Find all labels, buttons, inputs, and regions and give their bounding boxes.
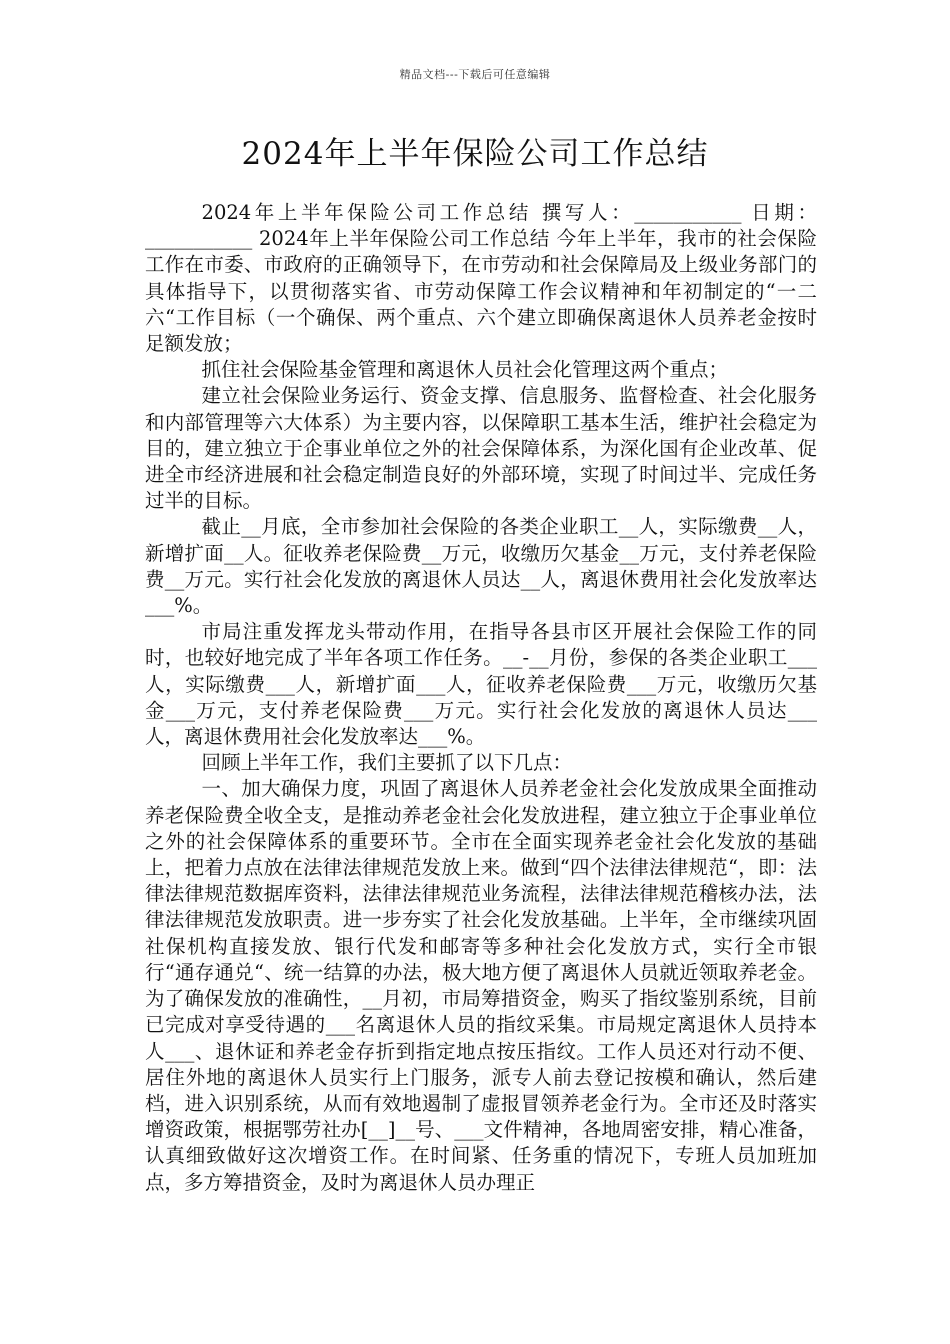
document-body — [145, 200, 817, 1196]
paragraph-city-bureau: 市局注重发挥龙头带动作用，在指导各县市区开展社会保险工作的同时，也较好地完成了半年各项工作任务。__-__月份，参保的各类企业职工___人，实际缴费___人，新增扩面___人，征收养老保险费___万元，收缴历欠基金___万元，支付养老保险费___万元。实行社会化发放的离退休人员达___人，离退休费用社会化发放率达___%。 — [145, 620, 817, 749]
paragraph-statistics: 截止__月底，全市参加社会保险的各类企业职工__人，实际缴费__人，新增扩面__人。征收养老保险费__万元，收缴历欠基金__万元，支付养老保险费__万元。实行社会化发放的离退休人员达__人，离退休费用社会化发放率达___%。 — [145, 515, 817, 618]
paragraph-section-one: 一、加大确保力度，巩固了离退休人员养老金社会化发放成果全面推动养老保险费全收全支，是推动养老金社会化发放进程，建立独立于企事业单位之外的社会保障体系的重要环节。全市在全面实现养老金社会化发放的基础上，把着力点放在法律法律规范发放上来。做到“四个法律法律规范“，即：法律法律规范数据库资料，法律法律规范业务流程，法律法律规范稽核办法，法律法律规范发放职责。进一步夯实了社会化发放基础。上半年，全市继续巩固社保机构直接发放、银行代发和邮寄等多种社会化发放方式，实行全市银行“通存通兑“、统一结算的办法，极大地方便了离退休人员就近领取养老金。为了确保发放的准确性，__月初，市局筹措资金，购买了指纹鉴别系统，目前已完成对享受待遇的___名离退休人员的指纹采集。市局规定离退休人员持本人___、退休证和养老金存折到指定地点按压指纹。工作人员还对行动不便、居住外地的离退休人员实行上门服务，派专人前去登记按模和确认，然后建档，进入识别系统，从而有效地遏制了虚报冒领养老金行为。全市还及时落实增资政策，根据鄂劳社办[__]__号、___文件精神，各地周密安排，精心准备，认真细致做好这次增资工作。在时间紧、任务重的情况下，专班人员加班加点，多方筹措资金，及时为离退休人员办理正 — [145, 777, 817, 1194]
document-title: 2024年上半年保险公司工作总结 — [241, 136, 709, 172]
paragraph-focus: 抓住社会保险基金管理和离退休人员社会化管理这两个重点； — [201, 358, 729, 382]
paragraph-systems: 建立社会保险业务运行、资金支撑、信息服务、监督检查、社会化服务和内部管理等六大体系）为主要内容，以保障职工基本生活，维护社会稳定为目的，建立独立于企事业单位之外的社会保障体系，为深化国有企业改革、促进全市经济进展和社会稳定制造良好的外部环境，实现了时间过半、完成任务过半的目标。 — [145, 384, 817, 513]
paragraph-intro: 2024年上半年保险公司工作总结 撰写人：___________ 日期：___________ 2024年上半年保险公司工作总结 今年上半年，我市的社会保险工作在市委、市政府的正确领导下，在市劳动和社会保障局及上级业务部门的具体指导下，以贯彻落实省、市劳动保障工作会议精神和年初制定的“一二六“工作目标（一个确保、两个重点、六个建立即确保离退休人员养老金按时足额发放； — [145, 201, 817, 356]
paragraph-review: 回顾上半年工作，我们主要抓了以下几点： — [201, 751, 573, 775]
page-header: 精品文档---下载后可任意编辑 — [399, 68, 551, 81]
